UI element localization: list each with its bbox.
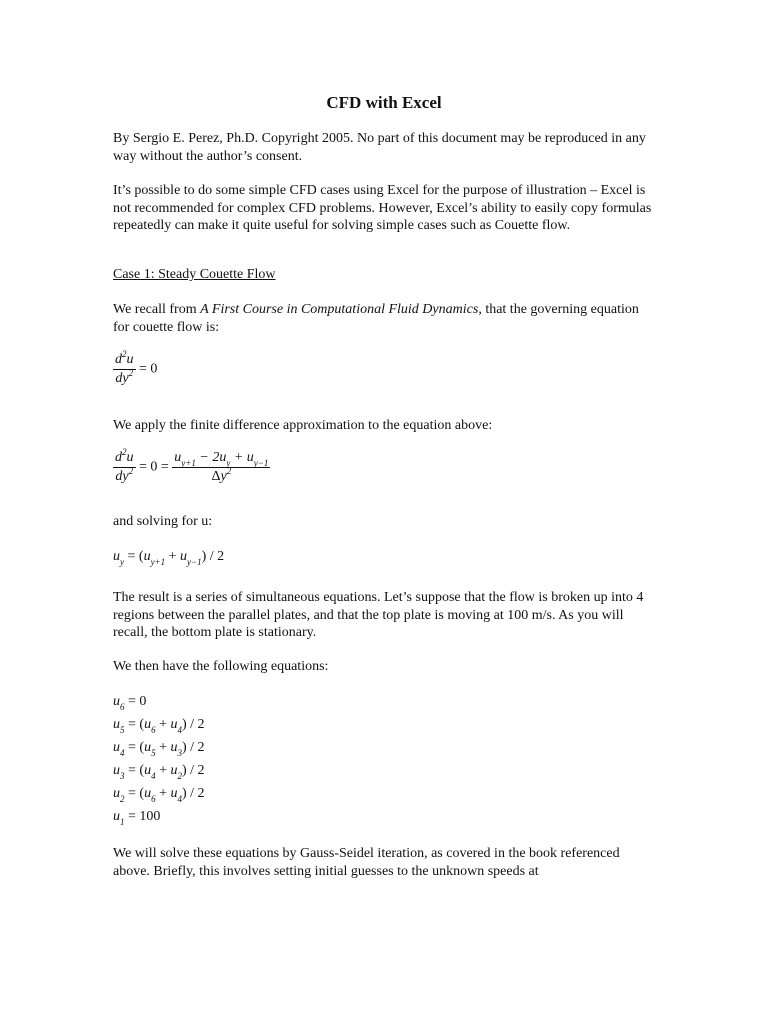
case-heading [113,266,653,284]
system-eq-3: $u_4 = (u_5 + u_3) / 2$ [113,740,205,758]
eq2-lhs-fraction: $\frac{d^2u}{dy^2}$ [115,447,134,484]
recall-before: We recall from [113,302,201,317]
system-eq-6: $u_1 = 100$ [113,809,161,827]
result-paragraph: The result is a series of simultaneous equations. Let’s suppose that the flow is broken up into 4 regions between the parallel plates, and that the top plate is moving at 100 m/s. As you will recall, the bottom plate is stationary. [113,590,644,640]
eq2-middle: = 0 = [139,459,169,475]
system-eq-2: $u_5 = (u_6 + u_4) / 2$ [113,717,205,735]
solution-equation: $u_y = (u_{y+1} + u_{y-1}) / 2$ [113,549,225,567]
recall-paragraph [113,301,653,336]
system-eq-4: $u_3 = (u_4 + u_2) / 2$ [113,763,205,781]
intro-paragraph: It’s possible to do some simple CFD cases using Excel for the purpose of illustration – Excel is not recommended for complex CFD problems. However, Excel’s ability to easily copy formulas repeatedly can make it quite useful for solving simple cases such as Couette flow. [113,183,652,233]
eq2-rhs-numerator: $u_{y+1} - 2u_y + u_{y-1}$ [174,450,269,468]
finite-difference-equation [113,447,270,485]
then-text: We then have the following equations: [113,659,329,674]
byline-paragraph: By Sergio E. Perez, Ph.D. Copyright 2005. No part of this document may be reproduced in any way without the author’s consent. [113,131,646,164]
eq1-fraction: $\frac{d^2u}{dy^2}$ [115,349,134,386]
recall-after: , that the governing equation for couette flow is: [113,302,639,335]
eq1-rhs: = 0 [139,361,158,377]
page-title: CFD with Excel [326,93,442,112]
case-heading-text: Case 1: Steady Couette Flow [113,267,276,282]
solving-text: and solving for u: [113,514,213,529]
governing-equation [113,349,158,387]
system-eq-1: $u_6 = 0$ [113,694,147,712]
closing-paragraph: We will solve these equations by Gauss-Seidel iteration, as covered in the book referenced above. Briefly, this involves setting initial guesses to the unknown speeds at [113,846,620,879]
eq2-rhs-fraction [172,450,270,485]
system-eq-5: $u_2 = (u_6 + u_4) / 2$ [113,786,205,804]
book-title: A First Course in Computational Fluid Dynamics [200,302,479,317]
finite-difference-text: We apply the finite difference approximation to the equation above: [113,418,493,433]
eq2-rhs-denominator: $\Delta y^2$ [211,466,232,484]
